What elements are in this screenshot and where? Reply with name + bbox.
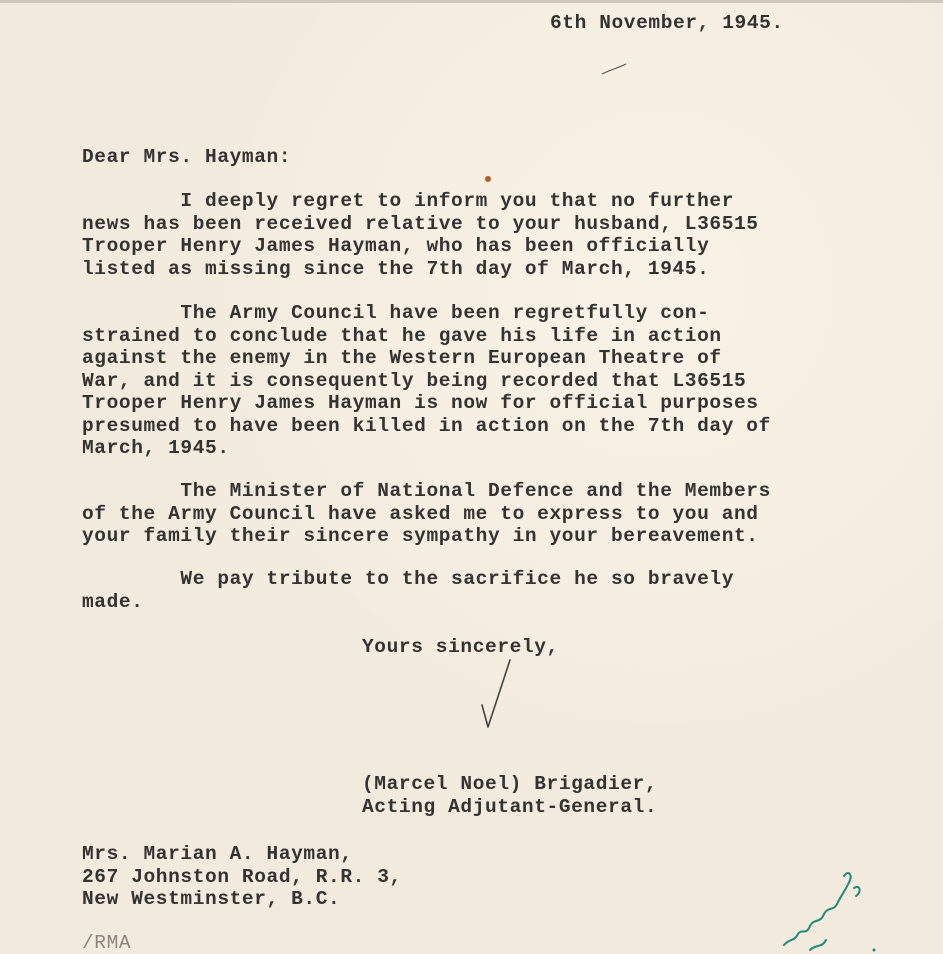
- recipient-address: [82, 843, 402, 911]
- closing: Yours sincerely,: [362, 636, 559, 658]
- address-line-2: 267 Johnston Road, R.R. 3,: [82, 865, 402, 888]
- paragraph-4: We pay tribute to the sacrifice he so bravely made.: [82, 568, 735, 613]
- ink-dot: [483, 174, 493, 184]
- page-top-edge: [0, 0, 943, 3]
- address-line-1: Mrs. Marian A. Hayman,: [82, 843, 353, 865]
- paragraph-3: The Minister of National Defence and the Members of the Army Council have asked me to express to you and your family their sincere sympathy in your bereavement.: [82, 480, 771, 547]
- signature-mark: [470, 655, 530, 735]
- paragraph-1: I deeply regret to inform you that no further news has been received relative to your husband, L36515 Trooper Henry James Hayman, who has been officially listed as missing since the 7th day of March, 1945.: [82, 190, 759, 280]
- signer-name: (Marcel Noel) Brigadier,: [362, 773, 658, 795]
- reference-initials: /RMA: [82, 932, 132, 954]
- signer-block: [362, 773, 657, 818]
- signer-title: Acting Adjutant-General.: [362, 795, 658, 818]
- address-line-3: New Westminster, B.C.: [82, 888, 341, 910]
- pen-stroke-mark: [600, 62, 630, 76]
- handwritten-annotation-icon: [770, 850, 890, 954]
- letter-date: 6th November, 1945.: [550, 12, 784, 34]
- paragraph-2: The Army Council have been regretfully con- strained to conclude that he gave his life in action against the enemy in the Western European Theatre of War, and it is consequently being recorded that L36515 Trooper Henry James Hayman is now for official purposes presumed to have been killed in action on the 7th day of March, 1945.: [82, 302, 771, 459]
- salutation: Dear Mrs. Hayman:: [82, 146, 292, 168]
